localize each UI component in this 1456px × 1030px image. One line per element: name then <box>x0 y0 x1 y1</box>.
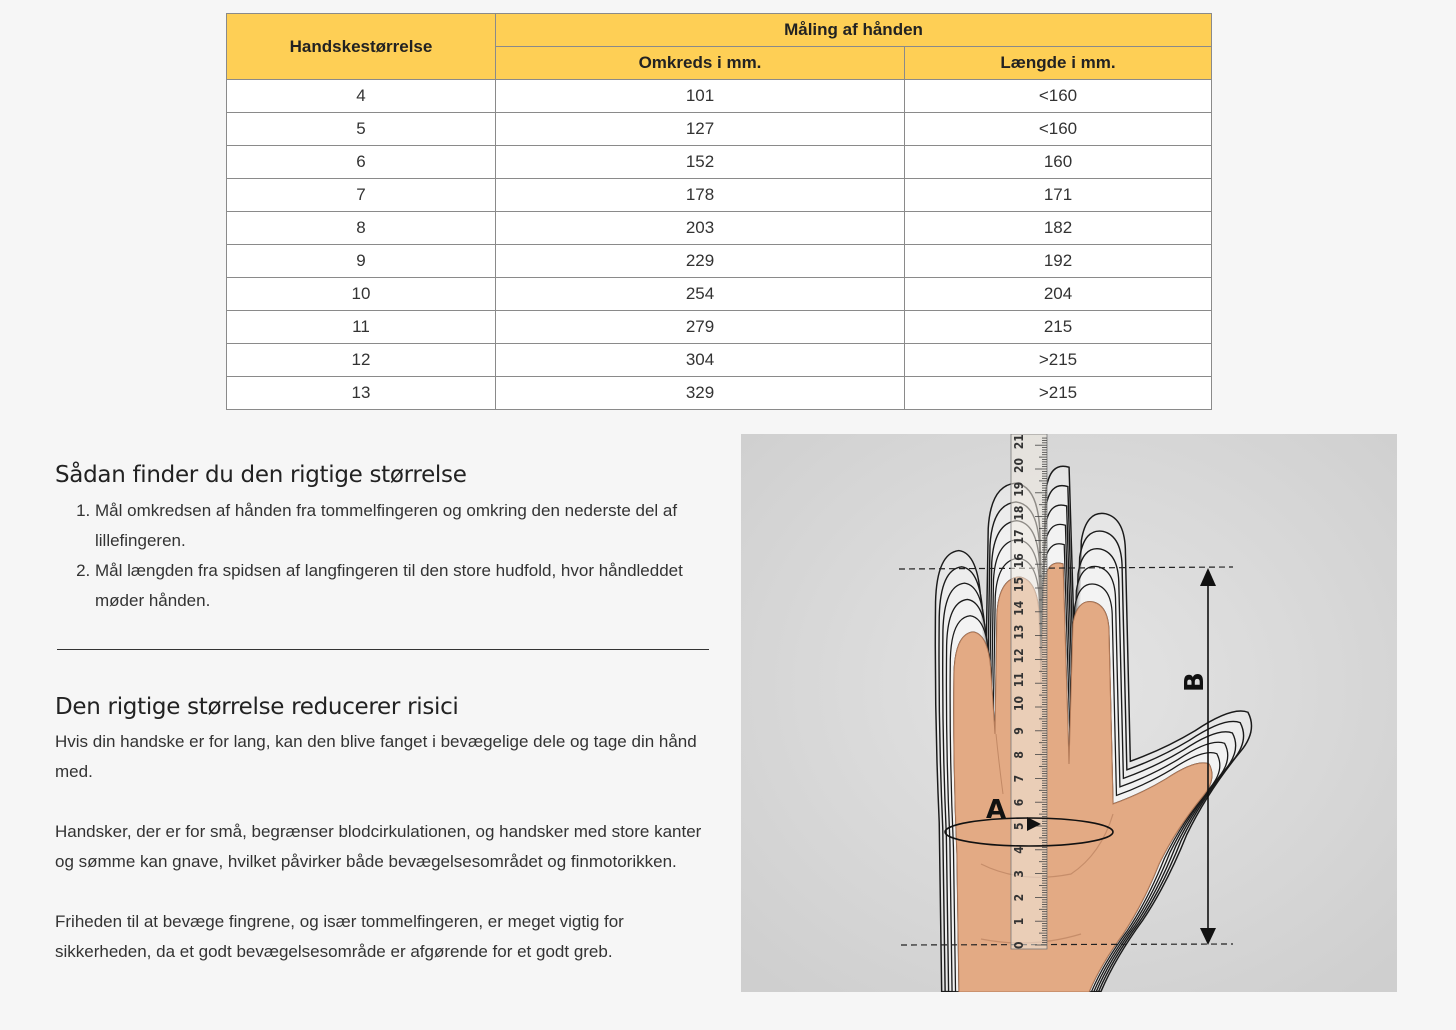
header-group: Måling af hånden <box>496 14 1212 47</box>
table-cell-len: 192 <box>905 245 1212 278</box>
table-cell-len: >215 <box>905 344 1212 377</box>
table-cell-circ: 101 <box>496 80 905 113</box>
risk-paragraph: Handsker, der er for små, begrænser blodcirkulationen, og handsker med store kanter og sømme kan gnave, hvilket påvirker både bevægelsesområdet og finmotorikken. <box>55 822 702 871</box>
label-b: B <box>1180 672 1210 692</box>
table-cell-len: 171 <box>905 179 1212 212</box>
header-length: Længde i mm. <box>905 47 1212 80</box>
ruler-number: 2 <box>1012 893 1026 902</box>
table-cell-size: 13 <box>227 377 496 410</box>
table-cell-circ: 127 <box>496 113 905 146</box>
table-row <box>227 113 1212 146</box>
label-a: A <box>986 795 1007 825</box>
table-cell-size: 12 <box>227 344 496 377</box>
ruler-number: 18 <box>1012 505 1026 521</box>
table-cell-size: 7 <box>227 179 496 212</box>
ruler-number: 19 <box>1012 481 1026 497</box>
table-cell-size: 9 <box>227 245 496 278</box>
ruler-number: 10 <box>1012 695 1026 711</box>
ruler-number: 11 <box>1012 672 1026 688</box>
risk-section <box>55 694 715 997</box>
table-cell-circ: 304 <box>496 344 905 377</box>
ruler-number: 17 <box>1012 529 1026 545</box>
table-cell-circ: 178 <box>496 179 905 212</box>
hand-measurement-illustration <box>741 434 1397 992</box>
ruler-number: 8 <box>1012 751 1026 759</box>
table-cell-circ: 329 <box>496 377 905 410</box>
ruler-number: 1 <box>1012 917 1026 926</box>
ruler-number: 6 <box>1012 798 1026 807</box>
howto-step: 1. Mål omkredsen af hånden fra tommelfingeren og omkring den nederste del af lillefingeren. <box>95 496 715 556</box>
hand-measurement-figure <box>741 434 1397 992</box>
ruler-number: 4 <box>1012 846 1026 854</box>
ruler-number: 5 <box>1012 822 1026 830</box>
table-cell-len: <160 <box>905 113 1212 146</box>
ruler-number: 9 <box>1012 727 1026 735</box>
table-row <box>227 278 1212 311</box>
ruler-number: 15 <box>1012 576 1026 592</box>
header-size: Handskestørrelse <box>227 14 496 80</box>
table-row <box>227 344 1212 377</box>
howto-section <box>55 462 715 616</box>
table-cell-size: 10 <box>227 278 496 311</box>
table-cell-len: <160 <box>905 80 1212 113</box>
size-table <box>226 13 1212 410</box>
table-row <box>227 212 1212 245</box>
risk-title: Den rigtige størrelse reducerer risici <box>55 694 459 720</box>
table-row <box>227 179 1212 212</box>
ruler-number: 12 <box>1012 648 1026 664</box>
section-divider <box>57 649 709 650</box>
table-row <box>227 146 1212 179</box>
ruler-number: 7 <box>1012 774 1026 783</box>
table-cell-len: 215 <box>905 311 1212 344</box>
table-cell-size: 5 <box>227 113 496 146</box>
ruler-number: 21 <box>1012 434 1026 450</box>
table-cell-circ: 254 <box>496 278 905 311</box>
table-cell-circ: 279 <box>496 311 905 344</box>
ruler-number: 20 <box>1012 457 1026 473</box>
table-cell-size: 6 <box>227 146 496 179</box>
table-cell-len: 204 <box>905 278 1212 311</box>
table-cell-len: 182 <box>905 212 1212 245</box>
howto-steps <box>55 496 715 616</box>
table-row <box>227 245 1212 278</box>
ruler <box>1011 434 1047 949</box>
table-cell-circ: 203 <box>496 212 905 245</box>
table-row <box>227 377 1212 410</box>
ruler-number: 0 <box>1012 941 1026 949</box>
table-cell-circ: 229 <box>496 245 905 278</box>
header-circumference: Omkreds i mm. <box>496 47 905 80</box>
table-cell-len: 160 <box>905 146 1212 179</box>
ruler-number: 16 <box>1012 553 1026 569</box>
table-cell-size: 8 <box>227 212 496 245</box>
table-cell-size: 11 <box>227 311 496 344</box>
table-row <box>227 80 1212 113</box>
ruler-number: 13 <box>1012 624 1026 640</box>
table-cell-circ: 152 <box>496 146 905 179</box>
howto-step: 2. Mål længden fra spidsen af langfingeren til den store hudfold, hvor håndleddet møder hånden. <box>95 556 715 616</box>
table-row <box>227 311 1212 344</box>
table-cell-size: 4 <box>227 80 496 113</box>
howto-title: Sådan finder du den rigtige størrelse <box>55 462 467 488</box>
table-cell-len: >215 <box>905 377 1212 410</box>
risk-paragraph: Friheden til at bevæge fingrene, og især tommelfingeren, er meget vigtig for sikkerheden, da et godt bevægelsesområde er afgørende for et godt greb. <box>55 912 624 961</box>
table-body <box>227 80 1212 410</box>
ruler-number: 14 <box>1012 600 1026 616</box>
ruler-number: 3 <box>1012 870 1026 878</box>
risk-paragraph: Hvis din handske er for lang, kan den blive fanget i bevægelige dele og tage din hånd med. <box>55 732 697 781</box>
